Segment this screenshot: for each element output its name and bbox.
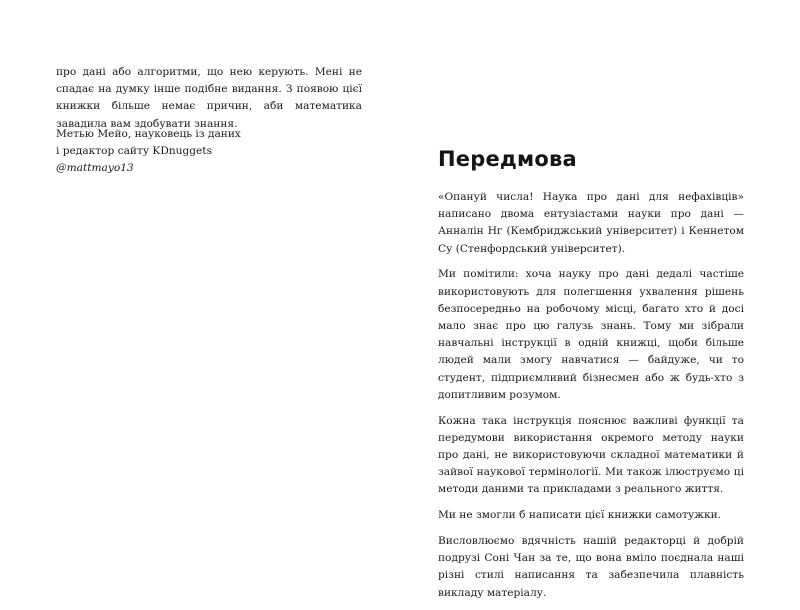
preface-paragraph: Висловлюємо вдячність нашій редакторці й добрій подрузі Соні Чан за те, що вона вміло поєднала наші різні стилі написання та забезпечила плавність викладу матеріалу. — [438, 535, 744, 599]
foreword-signature — [56, 126, 362, 178]
signature-handle: @mattmayo13 — [56, 162, 134, 175]
preface-body — [438, 189, 744, 610]
left-paragraph: про дані або алгоритми, що нею керують. Мені не спадає на думку інше подібне видання. З появою цієї книжки більше немає причин, аби математика завадила вам здобувати знання. — [56, 66, 362, 130]
page-title: Передмова — [438, 147, 577, 171]
right-page — [400, 0, 800, 599]
signature-role: і редактор сайту KDnuggets — [56, 145, 213, 158]
preface-paragraph: «Опануй числа! Наука про дані для нефахівців» написано двома ентузіастами науки про дані — Анналін Нг (Кембриджський університет) і Кеннетом Су (Стенфордський університет). — [438, 191, 744, 255]
preface-paragraph: Ми помітили: хоча науку про дані дедалі частіше використовують для полегшення ухвалення рішень безпосередньо на робочому місці, багато хто й досі мало знає про цю галузь знань. Тому ми зібрали навчальні інструкції в одній книжці, щоби більше людей мали змогу навчатися — байдуже, чи то студент, підприємливий бізнесмен або ж будь-хто з допитливим розумом. — [438, 268, 744, 401]
left-page-text — [56, 64, 362, 133]
left-page — [0, 0, 400, 579]
preface-paragraph: Кожна така інструкція пояснює важливі функції та передумови використання окремого методу науки про дані, не використовуючи складної математики й зайвої наукової термінології. Ми також ілюструємо ці методи даними та прикладами з реального життя. — [438, 414, 744, 496]
preface-paragraph: Ми не змогли б написати цієї книжки самотужки. — [438, 509, 722, 522]
signature-name: Метью Мейо, науковець із даних — [56, 128, 241, 140]
